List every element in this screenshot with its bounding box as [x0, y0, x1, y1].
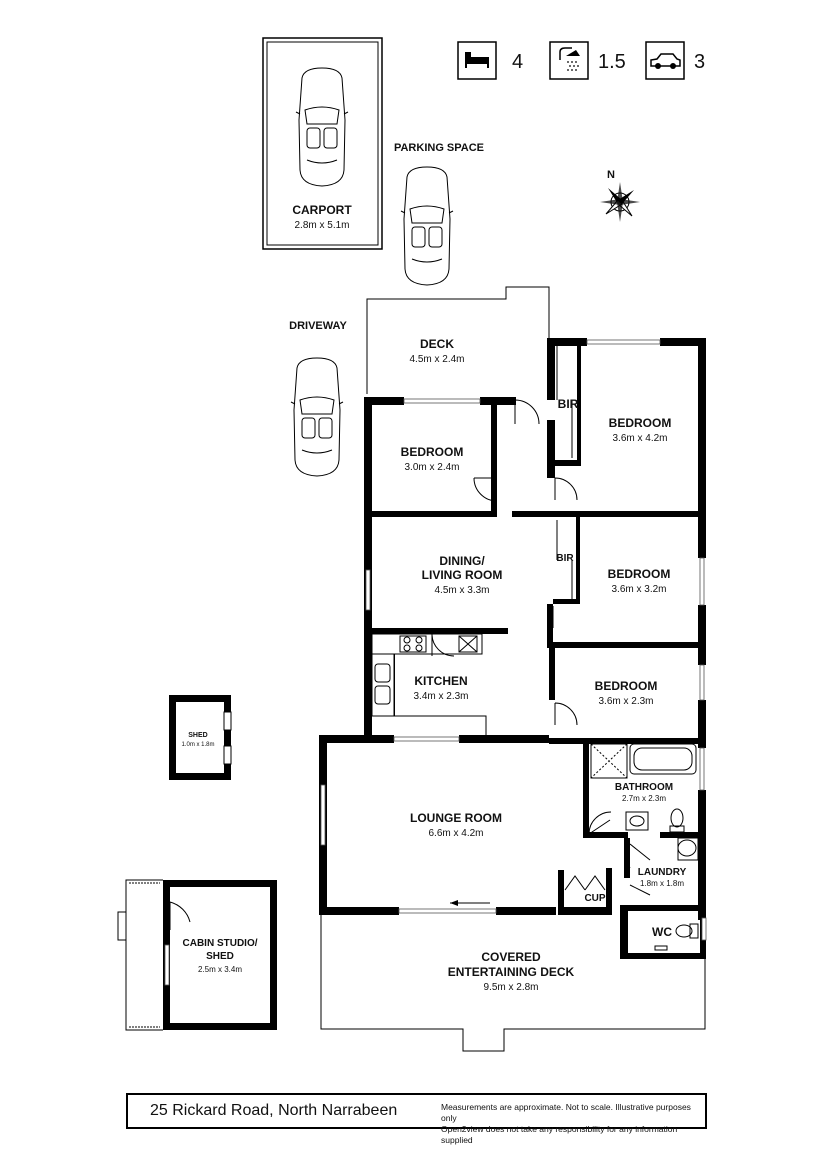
bedroom-mid-label: BEDROOM [607, 567, 671, 581]
house-walls [319, 338, 706, 959]
carport [263, 38, 382, 249]
cabin-dims: 2.5m x 3.4m [197, 965, 243, 974]
bedroom-count: 4 [512, 51, 524, 73]
deck-label: DECK [419, 337, 455, 351]
lounge-label: LOUNGE ROOM [410, 811, 502, 825]
disclaimer-line-2: Open2view does not take any responsibility for any information supplied [441, 1124, 678, 1145]
wc-label: WC [652, 925, 672, 939]
bedroom-main-dims: 3.6m x 4.2m [612, 433, 668, 444]
bedroom-small-label: BEDROOM [400, 445, 464, 459]
bathroom-fittings [591, 744, 698, 950]
carport-label: CARPORT [292, 203, 352, 217]
cabin-studio [118, 880, 277, 1030]
covered-deck-label-1: COVERED [481, 950, 541, 964]
carport-dims: 2.8m x 5.1m [294, 220, 350, 231]
car-icon [291, 358, 343, 476]
lounge-dims: 6.6m x 4.2m [428, 828, 484, 839]
bedroom-lower-dims: 3.6m x 2.3m [598, 696, 654, 707]
deck [367, 287, 549, 394]
laundry-dims: 1.8m x 1.8m [639, 879, 685, 888]
disclaimer [441, 1102, 699, 1146]
deck-dims: 4.5m x 2.4m [409, 354, 465, 365]
driveway-label: DRIVEWAY [289, 320, 347, 332]
dining-label-2: LIVING ROOM [421, 568, 503, 582]
compass-icon [600, 169, 640, 222]
bathroom-count: 1.5 [598, 51, 626, 73]
cupboard-label: CUP [584, 893, 606, 904]
kitchen-dims: 3.4m x 2.3m [413, 691, 469, 702]
disclaimer-line-1: Measurements are approximate. Not to scale. Illustrative purposes only [441, 1102, 691, 1123]
parking-count: 3 [694, 51, 706, 73]
car-icon [401, 167, 453, 285]
cabin-label-2: SHED [206, 951, 234, 962]
cabin-label-1: CABIN STUDIO/ [182, 938, 258, 949]
footer-box [126, 1093, 707, 1145]
bir-label: BIR [557, 397, 579, 411]
covered-deck-label-2: ENTERTAINING DECK [447, 965, 575, 979]
bedroom-mid-dims: 3.6m x 3.2m [611, 584, 667, 595]
shower-icon [550, 42, 588, 79]
covered-deck-dims: 9.5m x 2.8m [483, 982, 539, 993]
bathroom-dims: 2.7m x 2.3m [621, 794, 667, 803]
room-labels [401, 397, 687, 939]
bir-label: BIR [556, 553, 574, 564]
covered-deck [321, 915, 705, 1051]
shed-label: SHED [188, 732, 208, 739]
property-address: 25 Rickard Road, North Narrabeen [150, 1102, 398, 1119]
car-icon [646, 42, 684, 79]
dining-dims: 4.5m x 3.3m [434, 585, 490, 596]
car-icon [296, 68, 348, 186]
bedroom-small-dims: 3.0m x 2.4m [404, 462, 460, 473]
bedroom-main-label: BEDROOM [608, 416, 672, 430]
kitchen-label: KITCHEN [414, 674, 468, 688]
bed-icon [458, 42, 496, 79]
shed-dims: 1.0m x 1.8m [181, 742, 215, 748]
compass-north-label: N [607, 169, 615, 181]
stats-bar [458, 42, 705, 79]
parking-space-label: PARKING SPACE [393, 142, 485, 154]
shed [169, 695, 231, 780]
bathroom-label: BATHROOM [614, 782, 674, 793]
bedroom-lower-label: BEDROOM [594, 679, 658, 693]
dining-label-1: DINING/ [439, 554, 485, 568]
laundry-label: LAUNDRY [637, 867, 687, 878]
